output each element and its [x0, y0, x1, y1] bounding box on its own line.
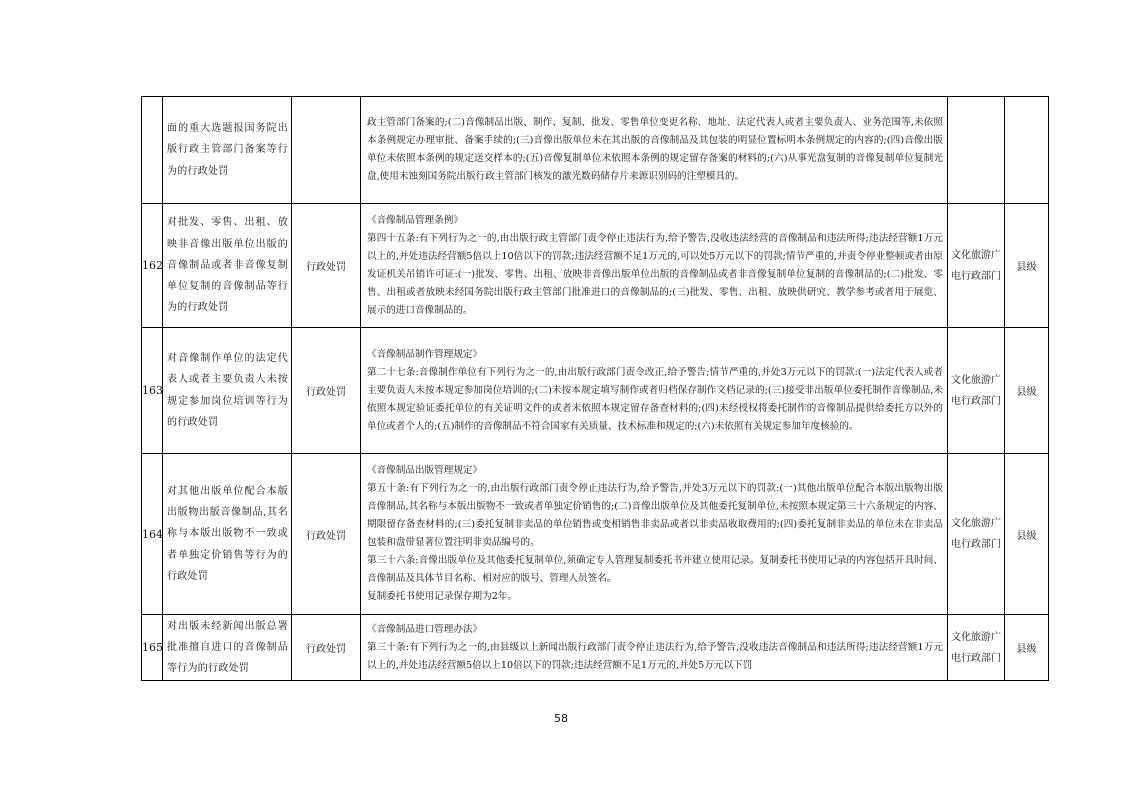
table-row: [142, 454, 1049, 615]
table-row: [142, 615, 1049, 681]
department: 文化旅游广电行政部门: [948, 615, 1005, 681]
category: 行政处罚: [292, 204, 361, 328]
basis-paragraph: 第三十六条:音像出版单位及其他委托复制单位,须确定专人管理复制委托书并建立使用记录。复制委托书使用记录的内容包括开具时间、音像制品及具体节目名称、相对应的版号、管理人员签名。: [367, 555, 943, 584]
row-number: [142, 97, 163, 204]
basis-title: 《音像制品管理条例》: [367, 214, 463, 226]
basis-paragraph: 第四十五条:有下列行为之一的,由出版行政主管部门责令停止违法行为,给予警告,没收违法经营的音像制品和违法所得;违法经营额1万元以上的,并处违法经营额5倍以上10倍以下的罚款;违法经营额不足1万元的,可以处5万元以下的罚款;情节严重的,并责令停业整顿或者由原发证机关吊销许可证:(一)批发、零售、出租、放映非音像出版单位出版的音像制品或者非音像复制单位复制的音像制品的;(二)批发、零售、出租或者放映未经国务院出版行政主管部门批准进口的音像制品的;(三)批发、零售、出租、放映供研究、教学参考或者用于展览、展示的进口音像制品的。: [367, 232, 943, 316]
table-row: [142, 204, 1049, 328]
basis-title: 《音像制品进口管理办法》: [367, 623, 483, 635]
item-name: 对出版未经新闻出版总署批准擅自进口的音像制品等行为的行政处罚: [163, 615, 292, 681]
level: 县级: [1005, 204, 1049, 328]
basis-paragraph: 第五十条:有下列行为之一的,由出版行政部门责令停止违法行为,给予警告,并处3万元以下的罚款:(一)其他出版单位配合本版出版物出版音像制品,其名称与本版出版物不一致或者单独定价销售的;(二)音像出版单位及其他委托复制单位,未按照本规定第三十六条规定的内容、期限留存备查材料的;(三)委托复制非卖品的单位销售或变相销售非卖品或者以非卖品收取费用的;(四)委托复制非卖品的单位未在非卖品包装和盘带显著位置注明非卖品编号的。: [367, 483, 943, 548]
legal-basis: [361, 454, 948, 615]
department: 文化旅游广电行政部门: [948, 328, 1005, 454]
category: 行政处罚: [292, 454, 361, 615]
category: 行政处罚: [292, 615, 361, 681]
table-row: [142, 328, 1049, 454]
basis-paragraph: 复制委托书使用记录保存期为2年。: [367, 591, 518, 602]
legal-basis: [361, 97, 948, 204]
category: [292, 97, 361, 204]
item-name: 对批发、零售、出租、放映非音像出版单位出版的音像制品或者非音像复制单位复制的音像制品等行为的行政处罚: [163, 204, 292, 328]
department: 文化旅游广电行政部门: [948, 454, 1005, 615]
basis-title: 《音像制品出版管理规定》: [367, 465, 483, 476]
level: 县级: [1005, 454, 1049, 615]
level: 县级: [1005, 615, 1049, 681]
row-number: 164: [142, 454, 163, 615]
basis-paragraph: 第二十七条:音像制作单位有下列行为之一的,由出版行政部门责令改正,给予警告;情节严重的,并处3万元以下的罚款:(一)法定代表人或者主要负责人未按本规定参加岗位培训的;(二)未按本规定填写制作或者归档保存制作文档记录的;(三)接受非出版单位委托制作音像制品,未依照本规定验证委托单位的有关证明文件的或者未依照本规定留存备查材料的;(四)未经授权将委托制作的音像制品提供给委托方以外的单位或者个人的;(五)制作的音像制品不符合国家有关质量、技术标准和规定的;(六)未依照有关规定参加年度核验的。: [367, 366, 943, 432]
table-row: [142, 97, 1049, 204]
row-number: 163: [142, 328, 163, 454]
department: 文化旅游广电行政部门: [948, 204, 1005, 328]
penalty-table: [141, 96, 1049, 681]
level: 县级: [1005, 328, 1049, 454]
legal-basis: [361, 204, 948, 328]
item-name: 面的重大选题报国务院出版行政主管部门备案等行为的行政处罚: [163, 97, 292, 204]
legal-basis: [361, 615, 948, 681]
level: [1005, 97, 1049, 204]
row-number: 165: [142, 615, 163, 681]
row-number: 162: [142, 204, 163, 328]
basis-title: 《音像制品制作管理规定》: [367, 348, 483, 360]
category: 行政处罚: [292, 328, 361, 454]
page-number: 58: [554, 712, 568, 725]
legal-basis: [361, 328, 948, 454]
basis-paragraph: 第三十条:有下列行为之一的,由县级以上新闻出版行政部门责令停止违法行为,给予警告,没收违法音像制品和违法所得;违法经营额1万元以上的,并处违法经营额5倍以上10倍以下的罚款;违法经营额不足1万元的,并处5万元以下罚: [367, 641, 943, 671]
department: [948, 97, 1005, 204]
basis-paragraph: 政主管部门备案的;(二)音像制品出版、制作、复制、批发、零售单位变更名称、地址、法定代表人或者主要负责人、业务范围等,未依照本条例规定办理审批、备案手续的;(三)音像出版单位未在其出版的音像制品及其包装的明显位置标明本条例规定的内容的;(四)音像出版单位未依照本条例的规定送交样本的;(五)音像复制单位未依照本条例的规定留存备案的材料的;(六)从事光盘复制的音像复制单位复制光盘,使用未蚀刻国务院出版行政主管部门核发的激光数码储存片来源识别码的注塑模具的。: [367, 117, 943, 182]
item-name: 对其他出版单位配合本版出版物出版音像制品,其名称与本版出版物不一致或者单独定价销售等行为的行政处罚: [163, 454, 292, 615]
item-name: 对音像制作单位的法定代表人或者主要负责人未按规定参加岗位培训等行为的行政处罚: [163, 328, 292, 454]
